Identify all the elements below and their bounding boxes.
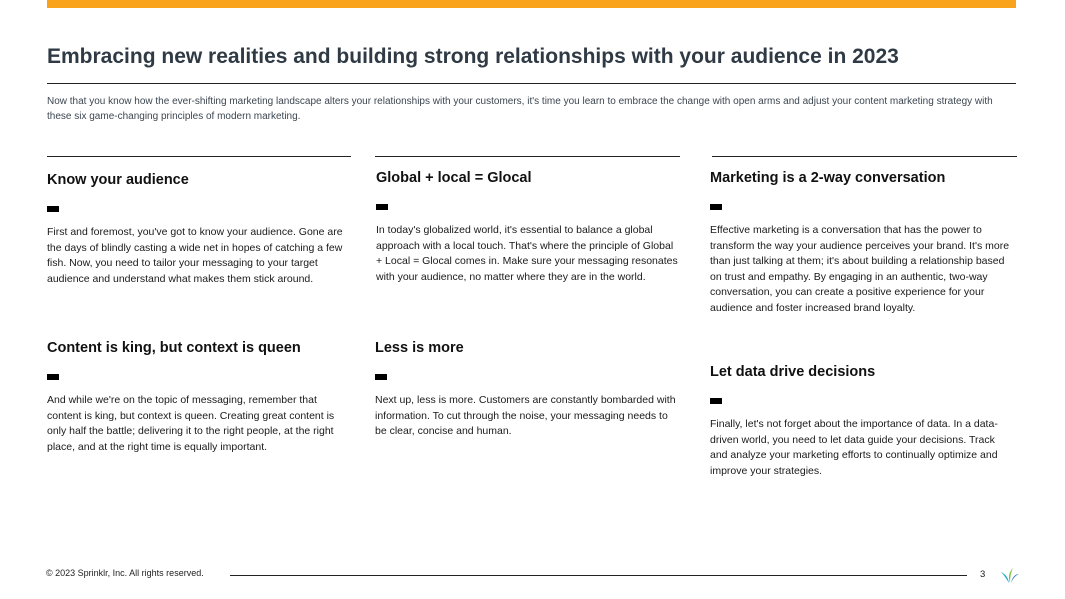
section-marker bbox=[47, 206, 59, 212]
column-divider-3 bbox=[712, 156, 1017, 157]
section-heading: Content is king, but context is queen bbox=[47, 340, 301, 356]
section-body: In today's globalized world, it's essential to balance a global approach with a local touch. That's where the principle of Global + Local = Glocal comes in. Make sure your messaging resonates with your audience, no matter where they are in the world. bbox=[376, 224, 678, 283]
section-heading: Know your audience bbox=[47, 172, 189, 188]
column-divider-1 bbox=[47, 156, 351, 157]
section-heading: Let data drive decisions bbox=[710, 364, 876, 380]
section-data-decisions bbox=[710, 363, 1000, 479]
page-number: 3 bbox=[980, 569, 986, 580]
page-title: Embracing new realities and building strong relationships with your audience in 2023 bbox=[47, 45, 899, 68]
intro-paragraph: Now that you know how the ever-shifting marketing landscape alters your relationships with your customers, it's time you learn to embrace the change with open arms and adjust your content marketing strategy with these six game-changing principles of modern marketing. bbox=[47, 96, 993, 122]
section-marker bbox=[375, 374, 387, 380]
section-content-context bbox=[47, 339, 352, 455]
section-heading: Marketing is a 2-way conversation bbox=[710, 170, 946, 186]
section-glocal bbox=[376, 169, 681, 285]
title-divider bbox=[47, 83, 1016, 84]
column-divider-2 bbox=[375, 156, 680, 157]
section-marker bbox=[710, 204, 722, 210]
section-two-way-conversation bbox=[710, 169, 1010, 316]
accent-bar bbox=[47, 0, 1016, 8]
section-body: Next up, less is more. Customers are constantly bombarded with information. To cut through the noise, your messaging needs to be clear, concise and human. bbox=[375, 394, 676, 437]
section-marker bbox=[376, 204, 388, 210]
section-heading: Less is more bbox=[375, 340, 464, 356]
section-less-is-more bbox=[375, 339, 680, 440]
section-body: Finally, let's not forget about the importance of data. In a data-driven world, you need to let data guide your decisions. Track and analyze your marketing efforts to continually optimize and improve your strategies. bbox=[710, 418, 998, 477]
footer-copyright: © 2023 Sprinklr, Inc. All rights reserved. bbox=[46, 568, 204, 578]
section-marker bbox=[47, 374, 59, 380]
footer-divider bbox=[230, 575, 967, 576]
sprinklr-logo-icon bbox=[1000, 566, 1020, 584]
section-body: And while we're on the topic of messaging, remember that content is king, but context is queen. Creating great content is only half the battle; delivering it to the right people, at the right place, and at the right time is equally important. bbox=[47, 394, 335, 453]
section-marker bbox=[710, 398, 722, 404]
section-heading: Global + local = Glocal bbox=[376, 170, 532, 186]
section-body: Effective marketing is a conversation that has the power to transform the way your audience perceives your brand. It's more than just talking at them; it's about building a relationship based on trust and empathy. By engaging in an authentic, two-way conversation, you can create a positive experience for your audience and foster increased brand loyalty. bbox=[710, 224, 1010, 314]
section-know-your-audience bbox=[47, 171, 352, 287]
section-body: First and foremost, you've got to know your audience. Gone are the days of blindly casting a wide net in hopes of catching a few fish. Now, you need to tailor your messaging to your target audience and understand what makes them stick around. bbox=[47, 226, 343, 285]
